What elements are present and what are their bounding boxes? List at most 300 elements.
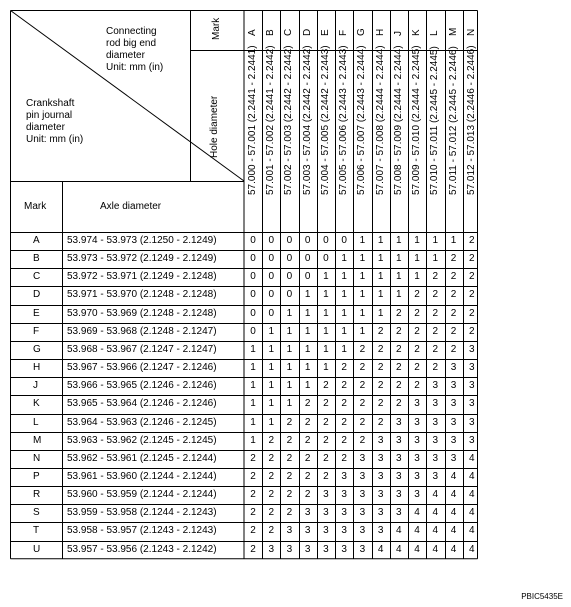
grade-cell: 1 <box>377 289 384 301</box>
grade-cell: 4 <box>414 525 420 537</box>
column-mark: L <box>429 30 441 36</box>
grade-cell: 2 <box>450 253 457 265</box>
grade-cell: 3 <box>450 416 457 428</box>
grade-cell: 4 <box>450 470 457 482</box>
grade-cell: 2 <box>396 398 402 410</box>
grade-cell: 3 <box>359 452 366 464</box>
grade-cell: 1 <box>304 325 311 337</box>
grade-cell: 3 <box>432 452 439 464</box>
grade-cell: 1 <box>396 253 402 265</box>
grade-cell: 0 <box>250 253 256 265</box>
row-mark: A <box>33 235 40 246</box>
grade-cell: 3 <box>341 470 347 482</box>
row-axle-range: 53.974 - 53.973 (2.1250 - 2.1249) <box>67 235 217 246</box>
grade-cell: 4 <box>414 507 420 519</box>
grade-cell: 2 <box>304 434 311 446</box>
grade-cell: 2 <box>268 452 274 464</box>
grade-cell: 3 <box>359 507 366 519</box>
grade-cell: 2 <box>377 416 384 428</box>
mark-header-top: Mark <box>211 17 222 40</box>
grade-cell: 1 <box>250 362 256 374</box>
grade-cell: 2 <box>341 380 347 392</box>
grade-cell: 2 <box>432 362 439 374</box>
grade-cell: 2 <box>396 325 402 337</box>
grade-cell: 2 <box>341 398 347 410</box>
grade-cell: 3 <box>414 489 420 501</box>
grade-cell: 2 <box>414 325 420 337</box>
grade-cell: 3 <box>359 489 366 501</box>
grade-cell: 2 <box>286 489 293 501</box>
grade-cell: 3 <box>468 362 475 374</box>
grade-cell: 1 <box>268 380 274 392</box>
grade-cell: 4 <box>432 543 439 555</box>
grade-cell: 2 <box>414 380 420 392</box>
grade-cell: 2 <box>250 507 256 519</box>
grade-cell: 1 <box>377 235 384 246</box>
grade-cell: 2 <box>414 289 420 301</box>
grade-cell: 1 <box>250 434 256 446</box>
grade-cell: 0 <box>250 235 256 246</box>
grade-cell: 4 <box>414 543 420 555</box>
grade-cell: 1 <box>450 235 457 246</box>
grade-cell: 1 <box>359 289 366 301</box>
grade-cell: 2 <box>304 489 311 501</box>
rod-label-line: Unit: mm (in) <box>106 62 164 73</box>
grade-cell: 2 <box>286 416 293 428</box>
grade-cell: 0 <box>286 271 293 283</box>
pin-label-line: Unit: mm (in) <box>26 134 84 145</box>
grade-cell: 2 <box>323 470 329 482</box>
column-mark: F <box>338 29 350 36</box>
grade-cell: 3 <box>468 380 475 392</box>
grade-cell: 4 <box>432 489 439 501</box>
grade-cell: 3 <box>468 416 475 428</box>
grade-cell: 1 <box>341 253 347 265</box>
grade-cell: 4 <box>450 507 457 519</box>
grade-cell: 3 <box>341 507 347 519</box>
grade-cell: 2 <box>304 416 311 428</box>
grade-cell: 3 <box>432 416 439 428</box>
grade-cell: 3 <box>359 470 366 482</box>
grade-cell: 3 <box>286 525 293 537</box>
grade-cell: 2 <box>323 434 329 446</box>
grade-cell: 4 <box>468 489 475 501</box>
grade-cell: 2 <box>432 289 439 301</box>
column-hole-range: 57.004 - 57.005 (2.2442 - 2.2443) <box>319 45 331 195</box>
grade-cell: 3 <box>468 343 475 355</box>
rod-label-line: rod big end <box>106 38 157 49</box>
grade-cell: 1 <box>414 253 420 265</box>
grade-cell: 3 <box>414 434 420 446</box>
grade-cell: 2 <box>468 253 475 265</box>
grade-cell: 2 <box>359 434 366 446</box>
row-mark: J <box>33 380 38 392</box>
grade-cell: 3 <box>396 434 402 446</box>
grade-cell: 1 <box>304 289 311 301</box>
row-axle-range: 53.969 - 53.968 (2.1248 - 2.1247) <box>67 325 217 337</box>
grade-cell: 1 <box>304 307 311 319</box>
grade-cell: 3 <box>304 525 311 537</box>
grade-cell: 2 <box>396 307 402 319</box>
grade-cell: 1 <box>286 362 293 374</box>
grade-cell: 3 <box>377 489 384 501</box>
grade-cell: 1 <box>359 325 366 337</box>
column-mark: D <box>301 28 313 36</box>
grade-cell: 0 <box>268 271 274 283</box>
column-hole-range: 57.010 - 57.011 (2.2445 - 2.2445) <box>429 46 441 195</box>
row-mark: P <box>33 470 40 482</box>
grade-cell: 1 <box>396 271 402 283</box>
grade-cell: 2 <box>359 398 366 410</box>
grade-cell: 2 <box>268 507 274 519</box>
grade-cell: 3 <box>432 434 439 446</box>
grade-cell: 3 <box>450 398 457 410</box>
crankshaft-pin-label <box>26 98 83 146</box>
grade-cell: 2 <box>286 434 293 446</box>
grade-cell: 1 <box>377 271 384 283</box>
grade-cell: 2 <box>250 543 256 555</box>
grade-cell: 3 <box>468 398 475 410</box>
grade-cell: 4 <box>450 525 457 537</box>
grade-cell: 2 <box>396 343 402 355</box>
grade-cell: 3 <box>396 489 402 501</box>
grade-cell: 0 <box>286 253 293 265</box>
column-mark: A <box>247 29 258 36</box>
grade-cell: 0 <box>323 235 329 246</box>
grade-cell: 1 <box>268 325 274 337</box>
row-mark: T <box>33 525 40 537</box>
row-mark: E <box>33 307 40 319</box>
grade-cell: 3 <box>450 452 457 464</box>
column-mark: M <box>447 27 459 36</box>
row-axle-range: 53.972 - 53.971 (2.1249 - 2.1248) <box>67 271 217 283</box>
grade-cell: 1 <box>304 343 311 355</box>
grade-cell: 3 <box>377 452 384 464</box>
grade-cell: 1 <box>268 343 274 355</box>
grade-cell: 2 <box>359 362 366 374</box>
grade-cell: 1 <box>250 416 256 428</box>
grade-cell: 2 <box>304 452 311 464</box>
grade-cell: 1 <box>323 343 329 355</box>
grade-cell: 0 <box>268 307 274 319</box>
grade-cell: 2 <box>323 380 329 392</box>
grade-cell: 1 <box>377 253 384 265</box>
mark-header-left: Mark <box>24 201 47 212</box>
grade-cell: 4 <box>377 543 384 555</box>
grade-cell: 2 <box>414 343 420 355</box>
pin-label-line: Crankshaft <box>26 98 75 109</box>
grade-cell: 2 <box>250 452 256 464</box>
grade-cell: 0 <box>304 271 311 283</box>
grade-cell: 2 <box>377 325 384 337</box>
grade-cell: 4 <box>468 452 475 464</box>
grade-cell: 1 <box>250 380 256 392</box>
grade-cell: 2 <box>323 452 329 464</box>
grade-cell: 4 <box>432 525 439 537</box>
grade-cell: 2 <box>450 325 457 337</box>
row-mark: U <box>33 543 41 555</box>
grade-cell: 3 <box>396 470 402 482</box>
grade-cell: 1 <box>359 253 366 265</box>
grade-cell: 2 <box>414 362 420 374</box>
row-axle-range: 53.958 - 53.957 (2.1243 - 2.1243) <box>67 525 217 537</box>
grade-cell: 3 <box>359 525 366 537</box>
grade-cell: 2 <box>341 452 347 464</box>
grade-cell: 2 <box>359 416 366 428</box>
grade-cell: 2 <box>341 362 347 374</box>
column-mark: J <box>392 31 404 36</box>
rod-label-line: diameter <box>106 50 145 61</box>
grade-cell: 1 <box>341 271 347 283</box>
column-mark: H <box>374 28 386 36</box>
grade-cell: 2 <box>268 489 274 501</box>
grade-cell: 3 <box>414 398 420 410</box>
column-hole-range: 57.007 - 57.008 (2.2444 - 2.2444) <box>374 45 386 195</box>
grade-cell: 3 <box>377 470 384 482</box>
grade-cell: 4 <box>432 507 439 519</box>
grade-cell: 4 <box>468 525 475 537</box>
column-hole-range: 57.005 - 57.006 (2.2443 - 2.2443) <box>338 45 350 195</box>
grade-cell: 2 <box>468 325 475 337</box>
row-axle-range: 53.965 - 53.964 (2.1246 - 2.1246) <box>67 398 217 410</box>
grade-cell: 0 <box>304 235 311 246</box>
rod-big-end-label <box>106 26 163 74</box>
grade-cell: 1 <box>432 253 439 265</box>
grade-cell: 1 <box>341 307 347 319</box>
grade-cell: 2 <box>250 525 256 537</box>
rod-label-line: Connecting <box>106 26 157 37</box>
grade-cell: 1 <box>286 380 293 392</box>
grade-cell: 1 <box>286 307 293 319</box>
row-axle-range: 53.964 - 53.963 (2.1246 - 2.1245) <box>67 416 217 428</box>
grade-cell: 2 <box>377 380 384 392</box>
grade-cell: 0 <box>250 289 256 301</box>
grade-cell: 2 <box>377 398 384 410</box>
grade-cell: 3 <box>468 434 475 446</box>
grade-cell: 3 <box>323 507 329 519</box>
row-axle-range: 53.973 - 53.972 (2.1249 - 2.1249) <box>67 253 217 265</box>
grade-cell: 0 <box>286 235 293 246</box>
grade-cell: 3 <box>341 543 347 555</box>
row-mark: G <box>33 343 41 355</box>
grade-cell: 2 <box>468 289 475 301</box>
grade-cell: 1 <box>268 362 274 374</box>
grade-cell: 3 <box>432 470 439 482</box>
grade-cell: 2 <box>432 271 439 283</box>
grade-cell: 2 <box>304 470 311 482</box>
row-axle-range: 53.971 - 53.970 (2.1248 - 2.1248) <box>67 289 217 301</box>
grade-cell: 2 <box>304 398 311 410</box>
column-hole-range: 57.002 - 57.003 (2.2442 - 2.2442) <box>283 45 295 195</box>
grade-cell: 3 <box>414 452 420 464</box>
grade-cell: 4 <box>468 543 475 555</box>
grade-cell: 1 <box>304 380 311 392</box>
column-hole-range: 57.001 - 57.002 (2.2441 - 2.2442) <box>265 45 277 195</box>
grade-cell: 2 <box>341 434 347 446</box>
grade-cell: 2 <box>396 362 402 374</box>
grade-cell: 0 <box>250 307 256 319</box>
grade-cell: 3 <box>450 362 457 374</box>
grade-cell: 4 <box>396 525 402 537</box>
grade-cell: 3 <box>396 507 402 519</box>
grade-cell: 1 <box>286 398 293 410</box>
grade-cell: 3 <box>304 543 311 555</box>
column-hole-range: 57.009 - 57.010 (2.2444 - 2.2445) <box>411 45 423 195</box>
grade-cell: 2 <box>286 452 293 464</box>
column-mark: B <box>265 29 277 36</box>
grade-cell: 1 <box>304 362 311 374</box>
grade-cell: 3 <box>359 543 366 555</box>
grade-cell: 1 <box>359 235 366 246</box>
grade-cell: 1 <box>250 398 256 410</box>
grade-cell: 1 <box>268 398 274 410</box>
grade-cell: 4 <box>396 543 402 555</box>
grade-cell: 2 <box>468 271 475 283</box>
grade-cell: 3 <box>323 489 329 501</box>
grade-cell: 0 <box>323 253 329 265</box>
grade-cell: 2 <box>359 343 366 355</box>
grade-cell: 2 <box>359 380 366 392</box>
grade-cell: 3 <box>414 470 420 482</box>
grade-cell: 3 <box>450 434 457 446</box>
grade-cell: 4 <box>450 543 457 555</box>
row-axle-range: 53.963 - 53.962 (2.1245 - 2.1245) <box>67 434 217 446</box>
grade-cell: 1 <box>396 235 402 246</box>
grade-cell: 1 <box>377 307 384 319</box>
grade-cell: 2 <box>250 489 256 501</box>
row-axle-range: 53.957 - 53.956 (2.1243 - 2.1242) <box>67 543 217 555</box>
row-mark: F <box>33 325 40 337</box>
grade-cell: 1 <box>341 289 347 301</box>
grade-cell: 3 <box>396 452 402 464</box>
grade-cell: 2 <box>268 434 274 446</box>
grade-cell: 3 <box>323 543 329 555</box>
grade-cell: 2 <box>323 416 329 428</box>
grade-cell: 1 <box>250 343 256 355</box>
row-axle-range: 53.961 - 53.960 (2.1244 - 2.1244) <box>67 470 217 482</box>
grade-cell: 1 <box>414 271 420 283</box>
column-hole-range: 57.006 - 57.007 (2.2443 - 2.2444) <box>356 45 368 195</box>
column-hole-range: 57.003 - 57.004 (2.2442 - 2.2442) <box>301 45 313 195</box>
column-mark: G <box>356 28 368 36</box>
column-hole-range: 57.008 - 57.009 (2.2444 - 2.2444) <box>392 45 404 195</box>
column-mark: K <box>411 29 423 36</box>
grade-cell: 3 <box>377 434 384 446</box>
row-mark: L <box>33 416 39 428</box>
grade-cell: 3 <box>414 416 420 428</box>
row-mark: K <box>33 398 40 410</box>
grade-cell: 1 <box>323 271 329 283</box>
grade-cell: 0 <box>250 271 256 283</box>
row-mark: R <box>33 489 41 501</box>
grade-cell: 1 <box>341 325 347 337</box>
grade-cell: 0 <box>250 325 256 337</box>
row-mark: C <box>33 271 41 283</box>
column-hole-range: 57.011 - 57.012 (2.2445 - 2.2446) <box>447 46 459 195</box>
grade-cell: 2 <box>268 525 274 537</box>
grade-cell: 1 <box>414 235 420 246</box>
grade-cell: 2 <box>432 325 439 337</box>
grade-cell: 3 <box>377 525 384 537</box>
grade-cell: 2 <box>377 343 384 355</box>
grade-cell: 0 <box>304 253 311 265</box>
grade-cell: 1 <box>359 271 366 283</box>
row-axle-range: 53.959 - 53.958 (2.1244 - 2.1243) <box>67 507 217 519</box>
row-axle-range: 53.960 - 53.959 (2.1244 - 2.1244) <box>67 489 217 501</box>
grade-cell: 2 <box>250 470 256 482</box>
grade-cell: 2 <box>323 398 329 410</box>
grade-cell: 2 <box>414 307 420 319</box>
grade-cell: 2 <box>377 362 384 374</box>
grade-cell: 3 <box>377 507 384 519</box>
grade-cell: 1 <box>323 362 329 374</box>
grade-cell: 2 <box>432 307 439 319</box>
grade-cell: 2 <box>450 343 457 355</box>
pin-label-line: diameter <box>26 122 65 133</box>
grade-cell: 2 <box>432 343 439 355</box>
grade-cell: 0 <box>341 235 347 246</box>
row-mark: N <box>33 452 41 464</box>
grade-cell: 1 <box>323 289 329 301</box>
grade-cell: 2 <box>341 416 347 428</box>
grade-cell: 0 <box>268 289 274 301</box>
grade-cell: 3 <box>396 416 402 428</box>
grade-cell: 1 <box>286 343 293 355</box>
grade-cell: 2 <box>268 470 274 482</box>
row-axle-range: 53.966 - 53.965 (2.1246 - 2.1246) <box>67 380 217 392</box>
grade-cell: 1 <box>286 325 293 337</box>
grade-cell: 2 <box>450 289 457 301</box>
row-axle-range: 53.962 - 53.961 (2.1245 - 2.1244) <box>67 452 217 464</box>
grade-cell: 1 <box>359 307 366 319</box>
grade-cell: 2 <box>286 470 293 482</box>
grade-cell: 0 <box>286 289 293 301</box>
grade-cell: 1 <box>268 416 274 428</box>
grade-cell: 2 <box>468 235 475 246</box>
grade-cell: 4 <box>468 507 475 519</box>
column-mark: N <box>465 28 477 36</box>
row-mark: B <box>33 253 40 265</box>
grade-cell: 3 <box>432 398 439 410</box>
grade-cell: 2 <box>286 507 293 519</box>
axle-diameter-header: Axle diameter <box>100 201 162 212</box>
column-hole-range: 57.012 - 57.013 (2.2446 - 2.2446) <box>465 45 477 195</box>
row-mark: H <box>33 362 41 374</box>
grade-cell: 3 <box>268 543 274 555</box>
grade-cell: 1 <box>323 307 329 319</box>
grade-cell: 4 <box>468 470 475 482</box>
grade-cell: 1 <box>341 343 347 355</box>
grade-cell: 2 <box>396 380 402 392</box>
grade-cell: 0 <box>268 253 274 265</box>
row-mark: S <box>33 507 40 519</box>
row-axle-range: 53.970 - 53.969 (2.1248 - 2.1248) <box>67 307 217 319</box>
hole-diameter-header: Hole diameter <box>209 95 220 158</box>
grade-cell: 3 <box>286 543 293 555</box>
pin-label-line: pin journal <box>26 110 73 121</box>
grade-cell: 1 <box>323 325 329 337</box>
row-axle-range: 53.968 - 53.967 (2.1247 - 2.1247) <box>67 343 217 355</box>
row-mark: D <box>33 289 41 301</box>
column-mark: E <box>319 29 331 36</box>
row-mark: M <box>33 434 42 446</box>
grade-cell: 3 <box>341 489 347 501</box>
grade-cell: 0 <box>268 235 274 246</box>
grade-cell: 2 <box>468 307 475 319</box>
grade-cell: 3 <box>450 380 457 392</box>
grade-cell: 3 <box>341 525 347 537</box>
row-axle-range: 53.967 - 53.966 (2.1247 - 2.1246) <box>67 362 217 374</box>
